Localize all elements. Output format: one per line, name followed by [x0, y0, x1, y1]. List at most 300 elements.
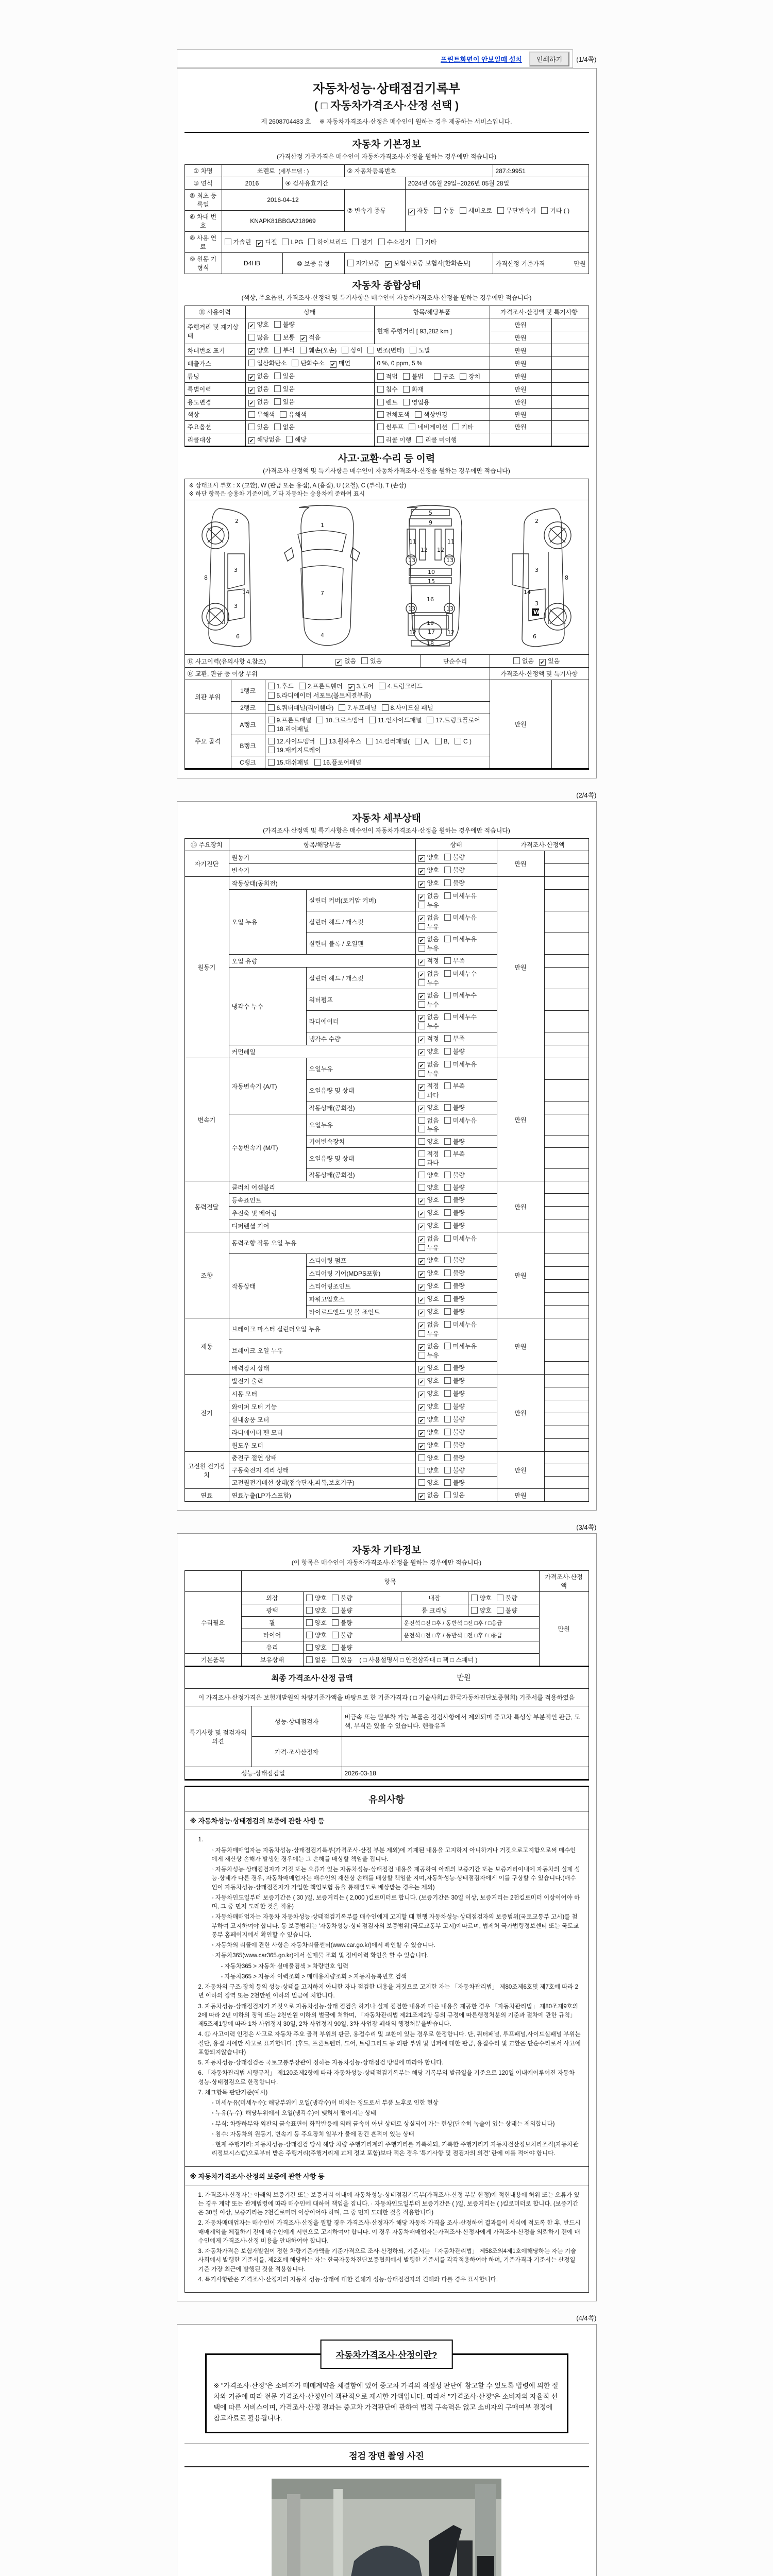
checkbox[interactable] — [418, 1352, 425, 1359]
option-label: 불량 — [452, 854, 465, 861]
checkbox[interactable] — [444, 1282, 451, 1289]
option — [541, 206, 569, 215]
accident-notes — [184, 479, 589, 500]
checkbox[interactable] — [539, 659, 546, 666]
checkbox[interactable] — [347, 260, 354, 266]
option-label: 미세누유 — [452, 1117, 477, 1125]
checkbox[interactable] — [497, 1595, 503, 1601]
notice-bullet: ◦ 자동차365(www.car365.go.kr)에서 실매물 조회 및 정비이력 확인을 할 수 있습니다. — [211, 1953, 429, 1959]
option-label: 양호 — [427, 1429, 439, 1436]
checkbox[interactable] — [444, 1150, 451, 1157]
option-label: 불량 — [340, 1595, 352, 1602]
device-state-options — [415, 1181, 497, 1194]
option — [444, 1363, 465, 1372]
page-marker-1: (1/4쪽) — [576, 55, 597, 63]
checkbox[interactable] — [248, 360, 255, 366]
option — [418, 1243, 439, 1252]
checkbox[interactable] — [418, 1417, 425, 1424]
checkbox[interactable] — [418, 1092, 425, 1098]
option — [379, 682, 423, 690]
tire-options — [303, 1629, 401, 1641]
checkbox[interactable] — [444, 1442, 451, 1448]
option-label: 불량 — [452, 879, 465, 887]
svg-text:18: 18 — [427, 640, 434, 648]
checkbox[interactable] — [513, 657, 520, 664]
checkbox[interactable] — [418, 1211, 425, 1217]
device-state-options — [415, 890, 497, 911]
checkbox[interactable] — [415, 411, 422, 418]
checkbox[interactable] — [248, 437, 255, 444]
checkbox[interactable] — [418, 1284, 425, 1291]
checkbox[interactable] — [444, 1403, 451, 1410]
base-price-label: 가격산정 기준가격 — [495, 260, 545, 267]
checkbox[interactable] — [369, 717, 376, 723]
install-print-helper-link[interactable]: 프린트화면이 안보일때 설치 — [441, 55, 522, 63]
checkbox[interactable] — [444, 957, 451, 964]
checkbox[interactable] — [418, 1271, 425, 1278]
checkbox[interactable] — [306, 1595, 313, 1601]
option — [444, 1171, 465, 1179]
simple-repair-options — [490, 655, 589, 668]
svg-text:W: W — [533, 609, 540, 616]
checkbox[interactable] — [444, 1196, 451, 1203]
checkbox[interactable] — [382, 704, 389, 711]
checkbox[interactable] — [292, 360, 298, 366]
checkbox[interactable] — [306, 1619, 313, 1626]
checkbox[interactable] — [444, 1343, 451, 1349]
checkbox[interactable] — [418, 1159, 425, 1166]
checkbox[interactable] — [418, 1184, 425, 1191]
checkbox[interactable] — [385, 261, 392, 268]
notice-bullet: ◦ 자동차매매업자는 자동차성능·상태점검기록부(가격조사·산정 부분 제외)에 기재된 내용을 고지하지 아니하거나 거짓으로고지함으로써 매수인에게 재산상 손해가 발생한 경우에는 그 손해를 배상할 책임을 집니다. — [211, 1847, 576, 1862]
checkbox[interactable] — [444, 1138, 451, 1145]
checkbox[interactable] — [434, 373, 441, 380]
checkbox[interactable] — [248, 323, 255, 329]
checkbox[interactable] — [320, 738, 327, 744]
option — [444, 956, 465, 965]
checkbox[interactable] — [418, 959, 425, 965]
checkbox[interactable] — [225, 239, 231, 245]
checkbox[interactable] — [444, 892, 451, 899]
device-mid-label: 오일 누유 — [229, 890, 306, 955]
checkbox[interactable] — [444, 970, 451, 977]
checkbox[interactable] — [444, 1377, 451, 1384]
checkbox[interactable] — [274, 321, 281, 328]
device-spec — [544, 1101, 589, 1114]
checkbox[interactable] — [274, 372, 281, 379]
checkbox[interactable] — [418, 1430, 425, 1437]
document-number-line — [184, 117, 589, 126]
checkbox[interactable] — [444, 1222, 451, 1229]
checkbox[interactable] — [418, 937, 425, 944]
print-button[interactable]: 인쇄하기 — [529, 52, 569, 66]
checkbox[interactable] — [444, 1364, 451, 1371]
checkbox[interactable] — [444, 1321, 451, 1328]
main-option-options — [245, 421, 374, 433]
option-label: 없음 — [427, 936, 439, 943]
checkbox[interactable] — [418, 1001, 425, 1008]
checkbox[interactable] — [418, 1084, 425, 1091]
checkbox[interactable] — [444, 936, 451, 942]
checkbox[interactable] — [444, 1117, 451, 1124]
checkbox[interactable] — [418, 1138, 425, 1145]
checkbox[interactable] — [416, 436, 423, 443]
option — [460, 206, 492, 215]
checkbox[interactable] — [409, 423, 415, 430]
checkbox[interactable] — [403, 373, 410, 380]
option-label: 수동 — [442, 207, 455, 214]
checkbox[interactable] — [403, 386, 410, 393]
checkbox[interactable] — [408, 209, 415, 215]
checkbox[interactable] — [306, 1607, 313, 1614]
checkbox[interactable] — [367, 347, 374, 353]
checkbox[interactable] — [444, 1390, 451, 1397]
vin-value: KNAPK81BBGA218969 — [222, 211, 344, 232]
checkbox[interactable] — [418, 1330, 425, 1337]
svg-text:19: 19 — [427, 620, 434, 627]
checkbox[interactable] — [418, 1070, 425, 1077]
device-item-label: 라디에이터 팬 모터 — [229, 1426, 415, 1439]
notice-sec1-title: ※ 자동차성능·상태점검의 보증에 관한 사항 등 — [185, 1811, 589, 1830]
checkbox[interactable] — [268, 725, 275, 732]
device-spec — [544, 1136, 589, 1148]
checkbox[interactable] — [274, 334, 281, 341]
option-label: 양호 — [427, 1364, 439, 1372]
option-label: 세미오토 — [468, 207, 493, 214]
checkbox[interactable] — [300, 347, 307, 353]
comprehensive-subtitle: (색상, 주요옵션, 가격조사·산정액 및 특기사항은 매수인이 자동차가격조사·산정을 원하는 경우에만 적습니다) — [241, 294, 532, 302]
checkbox[interactable] — [471, 1595, 478, 1601]
keep-state-detail: ( □ 사용설명서 □ 안전삼각대 □ 잭 □ 스패너 ) — [359, 1656, 478, 1664]
checkbox[interactable] — [444, 1104, 451, 1111]
checkbox[interactable] — [418, 1366, 425, 1372]
checkbox[interactable] — [444, 1492, 451, 1498]
checkbox[interactable] — [248, 334, 255, 341]
notice-item: 5. 자동차성능·상태점검은 국토교통부장관이 정하는 자동차성능·상태점검 방법에 따라야 합니다. — [198, 2060, 444, 2066]
checkbox[interactable] — [268, 683, 275, 689]
checkbox[interactable] — [286, 436, 293, 443]
checkbox[interactable] — [444, 1035, 451, 1042]
gloss-options — [303, 1604, 401, 1617]
checkbox[interactable] — [268, 747, 275, 753]
checkbox[interactable] — [418, 1172, 425, 1178]
checkbox[interactable] — [377, 411, 384, 418]
checkbox[interactable] — [497, 207, 504, 214]
checkbox[interactable] — [377, 399, 384, 405]
svg-text:12: 12 — [421, 547, 428, 554]
checkbox[interactable] — [378, 239, 385, 245]
option — [418, 1440, 439, 1450]
checkbox[interactable] — [444, 1467, 451, 1473]
checkbox[interactable] — [306, 1656, 313, 1663]
checkbox[interactable] — [274, 385, 281, 392]
checkbox[interactable] — [342, 347, 348, 353]
checkbox[interactable] — [444, 1416, 451, 1422]
checkbox[interactable] — [248, 423, 255, 430]
checkbox[interactable] — [418, 1049, 425, 1056]
checkbox[interactable] — [418, 1467, 425, 1473]
checkbox[interactable] — [268, 692, 275, 699]
checkbox[interactable] — [418, 1379, 425, 1385]
option-label: 14.필러패널( — [375, 738, 410, 745]
notice-item: 1. 가격조사·산정자는 아래의 보증기간 또는 보증거리 이내에 자동차성능·상태점검기록부(가격조사·산정 부분 한정)에 적힌내용에 허위 또는 오류가 있는 경우 계약 또는 관계법령에 따라 매수인에 대하여 책임을 집니다. · 자동차인도일부터 보증기간은 ( )일, 보증거리는 ( )킬로미터로 합니다. (보증기간은 30일 이상, 보증거리는 2천킬로미터 이상이어야 하며, 그 중 먼저 도래한 것을 적용합니다) — [198, 2192, 580, 2216]
option — [444, 1440, 465, 1449]
device-item-label: 스티어링조인트 — [306, 1280, 415, 1293]
option-label: 있음 — [282, 385, 295, 393]
checkbox[interactable] — [268, 704, 275, 711]
checkbox[interactable] — [418, 993, 425, 1000]
checkbox[interactable] — [444, 854, 451, 860]
option-label: LPG — [291, 239, 304, 246]
option-label: 불량 — [452, 1138, 465, 1146]
tuning-price: 만원 — [490, 370, 551, 383]
device-spec — [544, 1232, 589, 1254]
checkbox[interactable] — [377, 436, 384, 443]
checkbox[interactable] — [418, 1297, 425, 1303]
checkbox[interactable] — [418, 1198, 425, 1205]
checkbox[interactable] — [299, 683, 306, 689]
checkbox[interactable] — [332, 1607, 339, 1614]
interior-options — [468, 1592, 539, 1604]
checkbox[interactable] — [335, 659, 342, 666]
checkbox[interactable] — [541, 207, 548, 214]
option-label: 없음 — [427, 1492, 439, 1499]
checkbox[interactable] — [316, 717, 323, 723]
checkbox[interactable] — [330, 361, 337, 368]
checkbox[interactable] — [418, 945, 425, 952]
detail-row — [184, 1318, 589, 1340]
checkbox[interactable] — [444, 1295, 451, 1302]
checkbox[interactable] — [332, 1644, 339, 1651]
checkbox[interactable] — [418, 1443, 425, 1450]
checkbox[interactable] — [332, 1619, 339, 1626]
checkbox[interactable] — [460, 207, 466, 214]
checkbox[interactable] — [248, 387, 255, 394]
checkbox[interactable] — [444, 1013, 451, 1020]
checkbox[interactable] — [366, 738, 373, 744]
checkbox[interactable] — [418, 1126, 425, 1132]
option — [248, 397, 269, 406]
checkbox[interactable] — [248, 374, 255, 381]
svg-text:5: 5 — [429, 510, 432, 517]
checkbox[interactable] — [256, 240, 263, 247]
checkbox[interactable] — [352, 239, 359, 245]
checkbox[interactable] — [418, 1244, 425, 1251]
checkbox[interactable] — [418, 1323, 425, 1329]
checkbox[interactable] — [379, 683, 385, 689]
option-label: 적정 — [427, 1082, 439, 1090]
checkbox[interactable] — [444, 1235, 451, 1242]
device-item-label: 원동기 — [229, 851, 415, 864]
checkbox[interactable] — [274, 347, 281, 353]
checkbox[interactable] — [416, 239, 423, 245]
checkbox[interactable] — [444, 1479, 451, 1486]
checkbox[interactable] — [418, 1236, 425, 1243]
detail-price-header: 가격조사·산정액 — [497, 839, 589, 851]
checkbox[interactable] — [418, 1106, 425, 1112]
checkbox[interactable] — [403, 399, 410, 405]
checkbox[interactable] — [418, 1493, 425, 1500]
device-spec — [544, 851, 589, 864]
device-item-label: 작동상태(공회전) — [306, 1169, 415, 1181]
option — [418, 1490, 439, 1500]
checkbox[interactable] — [418, 979, 425, 986]
option — [418, 922, 439, 931]
checkbox[interactable] — [418, 1015, 425, 1022]
checkbox[interactable] — [444, 1172, 451, 1178]
checkbox[interactable] — [361, 657, 368, 664]
notice-item: 2. 자동차매매업자는 매수인이 가격조사·산정을 원할 경우 가격조사·산정자가 해당 자동차 가격을 조사·산정하여 결과를이 서식에 적도록 한 후, 반드시 매매계약을 체결하기 전에 매수인에게 서면으로 고지하여야 합니다. 이 경우 자동차매매업자는가격조사·산정자에게 가격조사·산정을 의뢰하기 전에 매수인에게 가격조사·산정 비용을 안내하여야 합니다. — [198, 2220, 581, 2244]
checkbox[interactable] — [418, 1392, 425, 1398]
notice-title: 유의사항 — [185, 1787, 589, 1811]
detail-state-header: 상태 — [415, 839, 497, 851]
checkbox[interactable] — [418, 894, 425, 901]
checkbox[interactable] — [444, 1429, 451, 1435]
room-cleaning-options — [468, 1604, 539, 1617]
checkbox[interactable] — [418, 1037, 425, 1043]
checkbox[interactable] — [418, 1224, 425, 1230]
checkbox[interactable] — [306, 1632, 313, 1638]
device-spec — [544, 911, 589, 933]
checkbox[interactable] — [435, 738, 442, 744]
option-label: 양호 — [314, 1644, 327, 1652]
option-label: 보험사보증 보험사[한화손보] — [393, 260, 470, 267]
option-label: 12.사이드멤버 — [276, 738, 315, 745]
checkbox[interactable] — [497, 1607, 503, 1614]
checkbox[interactable] — [248, 400, 255, 406]
checkbox[interactable] — [444, 1184, 451, 1191]
checkbox[interactable] — [282, 239, 289, 245]
checkbox[interactable] — [418, 868, 425, 875]
checkbox[interactable] — [377, 423, 384, 430]
device-item-label: 변속기 — [229, 864, 415, 877]
option-label: 없음 — [427, 992, 439, 999]
checkbox[interactable] — [444, 1048, 451, 1055]
checkbox[interactable] — [410, 347, 416, 353]
checkbox[interactable] — [418, 1258, 425, 1265]
checkbox[interactable] — [332, 1632, 339, 1638]
checkbox[interactable] — [460, 373, 466, 380]
reg-no-label: ② 자동차등록번호 — [344, 165, 493, 177]
checkbox[interactable] — [268, 717, 275, 723]
checkbox[interactable] — [444, 1269, 451, 1276]
checkbox[interactable] — [444, 867, 451, 873]
checkbox[interactable] — [306, 1644, 313, 1651]
checkbox[interactable] — [418, 1062, 425, 1069]
device-item-label: 작동상태(공회전) — [229, 877, 415, 890]
option-label: 있음 — [282, 372, 295, 380]
option-label: 적음 — [308, 334, 321, 342]
checkbox[interactable] — [418, 923, 425, 930]
checkbox[interactable] — [280, 411, 287, 418]
checkbox[interactable] — [418, 902, 425, 908]
option-label: 양호 — [427, 1295, 439, 1303]
accident-note-1: ※ 상태표시 부호 : X (교환), W (판금 또는 용접), A (흠집), U (요철), C (부식), T (손상) — [189, 483, 407, 489]
special-history-options — [245, 383, 374, 396]
checkbox[interactable] — [418, 1310, 425, 1316]
checkbox[interactable] — [418, 881, 425, 888]
option — [444, 1466, 465, 1475]
checkbox[interactable] — [418, 1150, 425, 1157]
device-spec — [544, 1489, 589, 1502]
checkbox[interactable] — [434, 207, 441, 214]
checkbox[interactable] — [314, 759, 321, 766]
checkbox[interactable] — [248, 411, 255, 418]
checkbox[interactable] — [268, 738, 275, 744]
checkbox[interactable] — [418, 1344, 425, 1351]
checkbox[interactable] — [418, 1404, 425, 1411]
checkbox[interactable] — [444, 1257, 451, 1263]
option-label: 누수 — [427, 1001, 439, 1009]
checkbox[interactable] — [418, 1479, 425, 1486]
option — [377, 435, 412, 444]
option — [418, 1022, 439, 1030]
option — [444, 1103, 465, 1112]
device-state-options — [415, 1280, 497, 1293]
checkbox[interactable] — [308, 239, 315, 245]
checkbox[interactable] — [444, 879, 451, 886]
checkbox[interactable] — [444, 1082, 451, 1089]
device-item-label: 스티어링 펌프 — [306, 1254, 415, 1267]
option — [248, 371, 269, 381]
checkbox[interactable] — [248, 348, 255, 355]
checkbox[interactable] — [268, 759, 275, 766]
notice-item7-bullets — [198, 2099, 581, 2159]
notice-bullet: ◦ 자동차성능·상태점검자가 거짓 또는 오류가 있는 자동차성능·상태점검 내용을 제공하여 아래의 보증기간 또는 보증거리이내에 자동차의 실제 성능·상태가 다른 경우, 자동차매매업자는 매수인의 재산상 손해를 배상할 책임을 지며,자동차성능·상태점검자에게 이를 구상할 수 있습니다.(매수인이 자동차성능·상태점검자가 가입한 책임보험 등을 통해별도로 배상받는 경우는 제외) — [211, 1867, 580, 1891]
checkbox[interactable] — [339, 704, 345, 711]
checkbox[interactable] — [274, 423, 281, 430]
checkbox[interactable] — [300, 335, 307, 342]
checkbox[interactable] — [418, 1023, 425, 1029]
svg-text:10: 10 — [428, 569, 435, 576]
other-item-header: 항목 — [241, 1571, 539, 1592]
appraisal-explain-text: ※ "가격조사·산정"은 소비자가 매매계약을 체결함에 있어 중고차 가격의 적절성 판단에 참고할 수 있도록 법령에 의한 절차와 기준에 따라 전문 가격조사·산정인이 객관적으로 제시한 가액입니다. 따라서 "가격조사·산정"은 소비자의 자율적 선택에 따른 서비스이며, 가격조사·산정 결과는 중고차 가격판단에 관하여 법적 구속력은 없고 소비자의 구매여부 결정에 참고자료로 활용됩니다. — [213, 2382, 559, 2422]
option — [332, 1643, 352, 1652]
device-spec — [544, 1280, 589, 1293]
checkbox[interactable] — [444, 1308, 451, 1315]
option — [306, 1594, 327, 1602]
checkbox[interactable] — [418, 916, 425, 922]
checkbox[interactable] — [471, 1607, 478, 1614]
wheel-detail: 운전석 □전 □후 / 동반석 □전 □후 / □응급 — [401, 1617, 539, 1629]
main-option-kind — [374, 421, 490, 433]
checkbox[interactable] — [418, 855, 425, 862]
checkbox[interactable] — [444, 1061, 451, 1067]
notice-bullet: ◦ 현재 주행거리: 자동차성능·상태점검 당시 해당 차량 주행거리계의 주행거리를 기록하되, 기록한 주행거리가 자동차전산정보처리조직(자동차관리정보시스템)으로부터 받은 주행거리(주행거리계 교체 정보 포함)보다 적은 경우 '특기사항 및 점검자의 의견' 란에 이를 적어야 합니다. — [211, 2142, 579, 2157]
checkbox[interactable] — [444, 914, 451, 921]
option-label: 불량 — [452, 1184, 465, 1192]
checkbox[interactable] — [274, 398, 281, 405]
checkbox[interactable] — [444, 992, 451, 998]
checkbox[interactable] — [444, 1454, 451, 1461]
checkbox[interactable] — [455, 738, 461, 744]
checkbox[interactable] — [332, 1595, 339, 1601]
checkbox[interactable] — [418, 1454, 425, 1461]
checkbox[interactable] — [415, 738, 422, 744]
checkbox[interactable] — [418, 1117, 425, 1124]
checkbox[interactable] — [377, 373, 384, 380]
checkbox[interactable] — [332, 1656, 339, 1663]
page-2 — [177, 801, 597, 1511]
device-spec — [544, 890, 589, 911]
option — [444, 866, 465, 874]
checkbox[interactable] — [444, 1209, 451, 1216]
checkbox[interactable] — [418, 972, 425, 978]
checkbox[interactable] — [348, 684, 355, 691]
checkbox[interactable] — [377, 386, 384, 393]
checkbox[interactable] — [427, 717, 433, 723]
checkbox[interactable] — [452, 423, 459, 430]
